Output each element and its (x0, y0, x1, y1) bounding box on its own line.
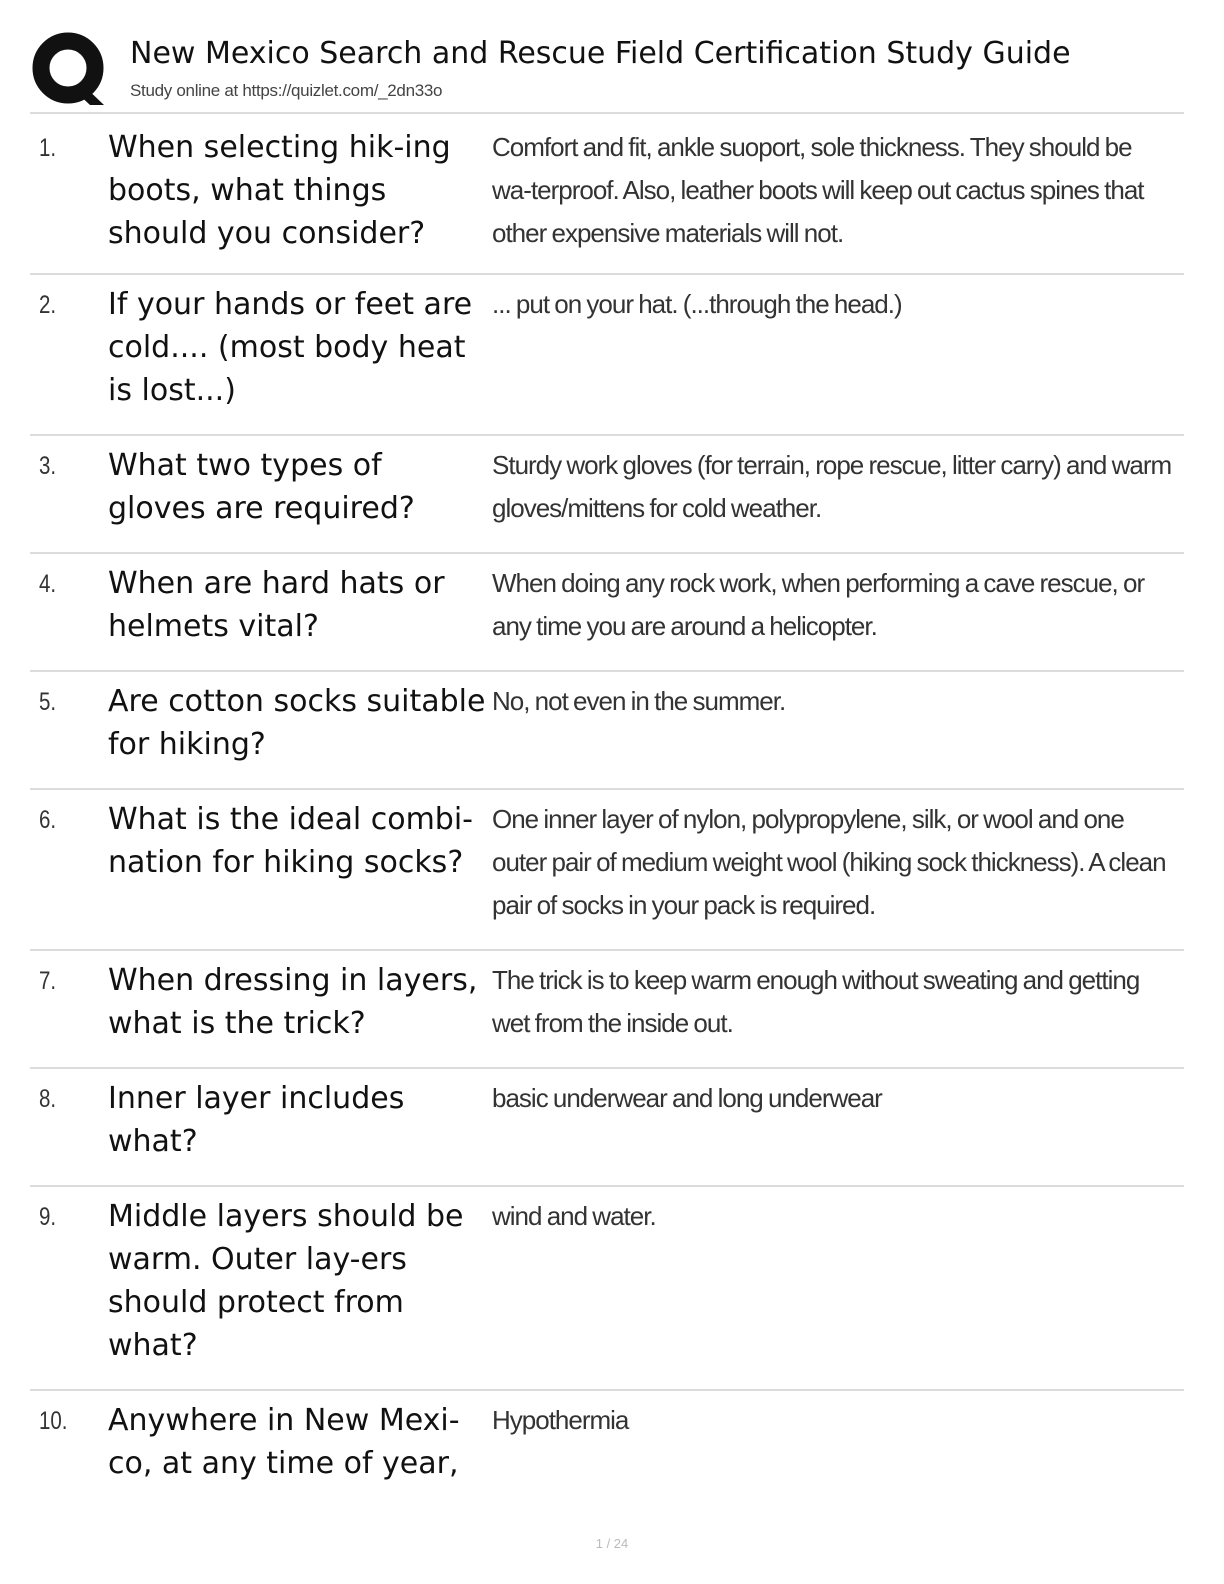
card-term: Middle layers should be warm. Outer lay-ers should protect from what? (108, 1199, 464, 1363)
card-number: 2. (39, 291, 57, 319)
card-definition: Sturdy work gloves (for terrain, rope rescue, litter carry) and warm gloves/mittens for cold weather. (492, 450, 1172, 523)
card-term: Inner layer includes what? (108, 1081, 405, 1159)
card-definition: Hypothermia (492, 1405, 629, 1435)
study-online-link[interactable]: Study online at https://quizlet.com/_2dn33o (130, 81, 443, 100)
flashcard-row (30, 672, 1184, 790)
card-term: Are cotton socks suitable for hiking? (108, 684, 486, 762)
card-definition: ... put on your hat. (...through the head.) (492, 289, 902, 319)
page-number: 1 / 24 (595, 1536, 629, 1551)
flashcard-row (30, 1187, 1184, 1391)
flashcard-row (30, 554, 1184, 672)
card-definition: When doing any rock work, when performing a cave rescue, or any time you are around a helicopter. (492, 568, 1145, 641)
card-number: 10. (39, 1407, 68, 1435)
page-title: New Mexico Search and Rescue Field Certification Study Guide (130, 36, 1071, 71)
flashcard-row (30, 275, 1184, 436)
card-definition: wind and water. (492, 1201, 656, 1231)
card-term: When are hard hats or helmets vital? (108, 566, 445, 644)
flashcard-row (30, 1391, 1184, 1501)
card-number: 3. (39, 452, 57, 480)
card-definition: One inner layer of nylon, polypropylene, silk, or wool and one outer pair of medium weight wool (hiking sock thickness). A clean pair of socks in your pack is required. (492, 804, 1166, 920)
card-number: 8. (39, 1085, 57, 1113)
quizlet-logo-icon (32, 32, 108, 108)
card-number: 6. (39, 806, 57, 834)
card-term: What is the ideal combi-nation for hiking socks? (108, 802, 473, 880)
card-term: What two types of gloves are required? (108, 448, 415, 526)
card-number: 9. (39, 1203, 57, 1231)
card-definition: basic underwear and long underwear (492, 1083, 882, 1113)
card-term: When dressing in layers, what is the trick? (108, 963, 478, 1041)
card-definition: The trick is to keep warm enough without sweating and getting wet from the inside out. (492, 965, 1140, 1038)
page-header (30, 28, 1184, 114)
flashcard-row (30, 118, 1184, 275)
card-definition: No, not even in the summer. (492, 686, 786, 716)
flashcard-row (30, 436, 1184, 554)
flashcard-row (30, 790, 1184, 951)
card-number: 5. (39, 688, 57, 716)
card-definition: Comfort and fit, ankle suoport, sole thickness. They should be wa-terproof. Also, leather boots will keep out cactus spines that other expensive materials will not. (492, 132, 1144, 248)
card-term: If your hands or feet are cold.... (most body heat is lost...) (108, 287, 473, 408)
flashcard-row (30, 951, 1184, 1069)
card-number: 7. (39, 967, 57, 995)
card-number: 4. (39, 570, 57, 598)
flashcard-row (30, 1069, 1184, 1187)
card-term: Anywhere in New Mexi-co, at any time of year, (108, 1403, 460, 1481)
flashcard-list (30, 118, 1184, 1501)
card-number: 1. (39, 134, 57, 162)
card-term: When selecting hik-ing boots, what things should you consider? (108, 130, 451, 251)
